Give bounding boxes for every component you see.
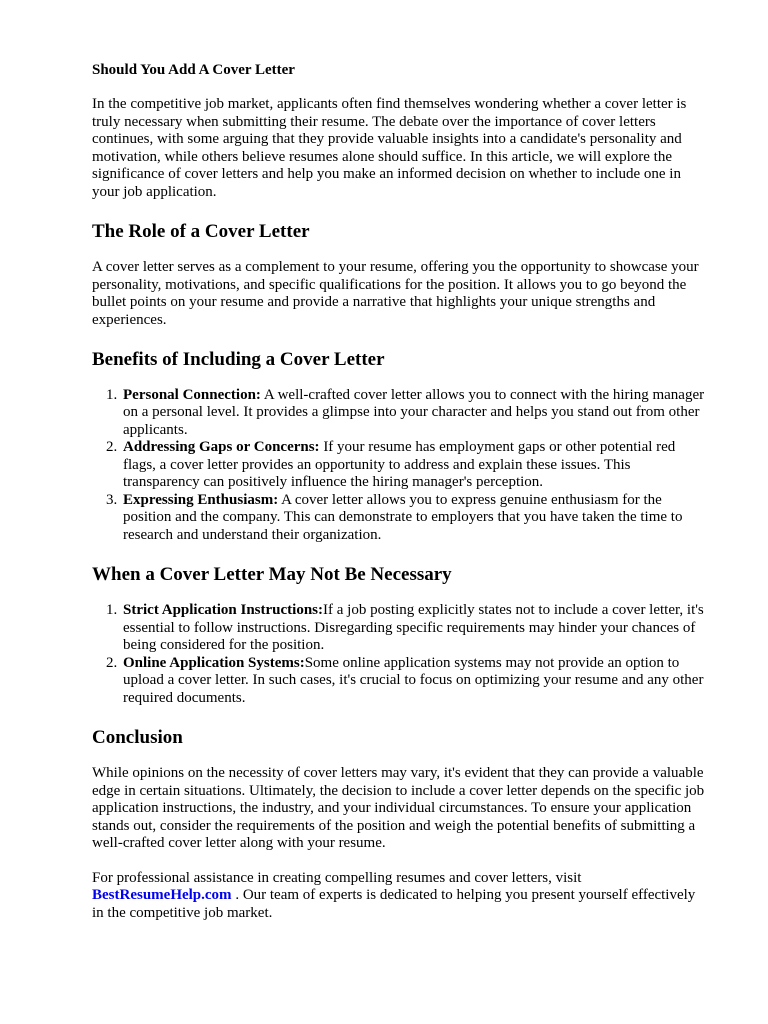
list-item-strict-instructions	[121, 602, 710, 655]
footer-paragraph	[92, 870, 710, 923]
list-item-term: Addressing Gaps or Concerns:	[123, 439, 320, 456]
list-item-term: Strict Application Instructions:	[123, 602, 324, 619]
section-heading-benefits: Benefits of Including a Cover Letter	[92, 349, 385, 371]
conclusion-paragraph: While opinions on the necessity of cover letters may vary, it's evident that they can provide a valuable edge in certain situations. Ultimately, the decision to include a cover letter depends on the specific job application instructions, the industry, and your individual circumstances. To ensure your application stands out, consider the requirements of the position and weigh the potential benefits of submitting a well-crafted cover letter along with your resume.	[92, 765, 705, 852]
section-heading-not-necessary: When a Cover Letter May Not Be Necessary	[92, 564, 452, 586]
intro-paragraph: In the competitive job market, applicants often find themselves wondering whether a cover letter is truly necessary when submitting their resume. The debate over the importance of cover letters continues, with some arguing that they provide valuable insights into a candidate's personality and motivation, while others believe resumes alone should suffice. In this article, we will explore the significance of cover letters and help you make an informed decision on whether to include one in your job application.	[92, 96, 687, 200]
list-item-addressing-gaps	[121, 439, 710, 492]
list-item-text: Some online application systems may not provide an option to upload a cover letter. In such cases, it's crucial to focus on optimizing your resume and any other required documents.	[123, 654, 704, 706]
list-item-term: Expressing Enthusiasm:	[123, 491, 279, 508]
list-item-text: A cover letter allows you to express genuine enthusiasm for the position and the company. This can demonstrate to employers that you have taken the time to research and understand their organization.	[123, 491, 683, 543]
footer-text-before-link: For professional assistance in creating compelling resumes and cover letters, visit	[92, 869, 582, 886]
footer-text-after-link: . Our team of experts is dedicated to helping you present yourself effectively in the competitive job market.	[92, 887, 696, 921]
list-item-personal-connection	[121, 387, 710, 440]
article-title: Should You Add A Cover Letter	[92, 62, 295, 78]
bestresumehelp-link[interactable]: BestResumeHelp.com	[92, 887, 232, 904]
list-item-term: Personal Connection:	[123, 386, 261, 403]
benefits-list	[92, 387, 710, 545]
list-item-text: If a job posting explicitly states not to include a cover letter, it's essential to follow instructions. Disregarding specific requirements may hinder your chances of being considered for the position.	[123, 602, 704, 654]
list-item-online-systems	[121, 655, 710, 708]
section-heading-conclusion: Conclusion	[92, 727, 183, 749]
list-item-expressing-enthusiasm	[121, 492, 710, 545]
section-heading-role: The Role of a Cover Letter	[92, 221, 310, 243]
list-item-text: A well-crafted cover letter allows you to connect with the hiring manager on a personal level. It provides a glimpse into your character and helps you stand out from other applicants.	[123, 386, 705, 438]
list-item-text: If your resume has employment gaps or other potential red flags, a cover letter provides an opportunity to address and explain these issues. This transparency can positively influence the hiring manager's perception.	[123, 439, 676, 491]
not-necessary-list	[92, 602, 710, 707]
role-paragraph: A cover letter serves as a complement to your resume, offering you the opportunity to showcase your personality, motivations, and specific qualifications for the position. It allows you to go beyond the bullet points on your resume and provide a narrative that highlights your unique strengths and experiences.	[92, 259, 699, 328]
list-item-term: Online Application Systems:	[123, 654, 305, 671]
